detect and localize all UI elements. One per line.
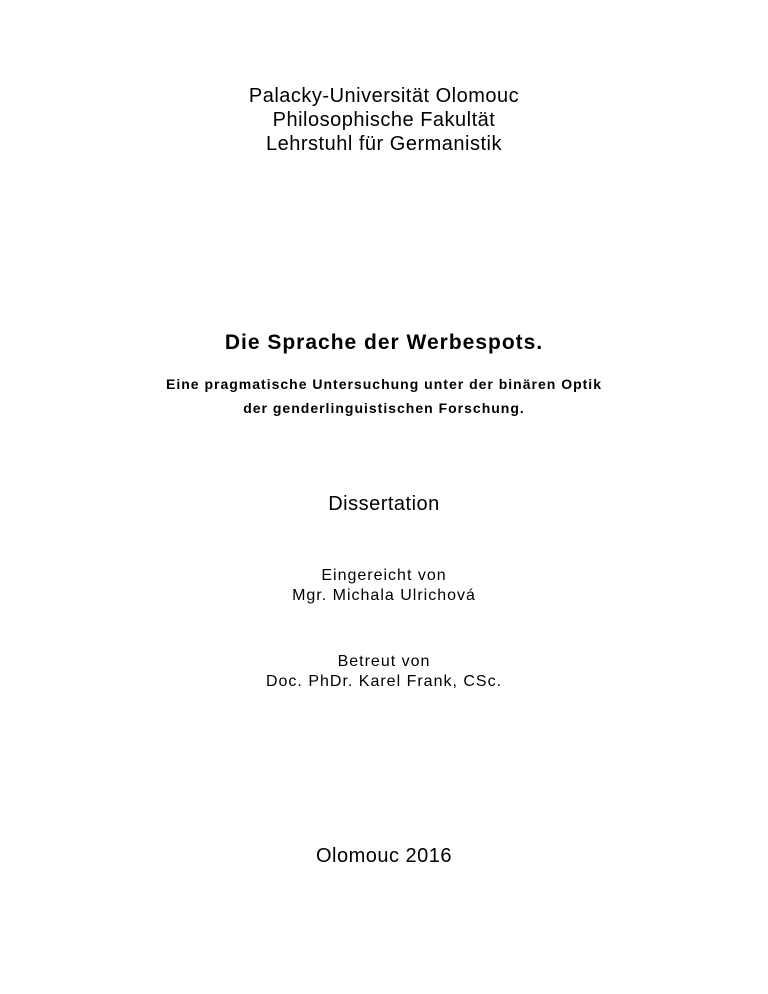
faculty-name: Philosophische Fakultät: [272, 109, 496, 131]
supervised-label: Betreut von: [337, 653, 431, 670]
thesis-subtitle: [0, 372, 768, 420]
place-and-year: Olomouc 2016: [315, 845, 453, 867]
department-name: Lehrstuhl für Germanistik: [266, 133, 502, 155]
submitted-label: Eingereicht von: [321, 567, 447, 584]
subtitle-line-1: Eine pragmatische Untersuchung unter der binären Optik: [166, 376, 602, 392]
institution-header: [0, 84, 768, 156]
thesis-title: Die Sprache der Werbespots.: [224, 331, 544, 354]
supervised-by: [0, 652, 768, 692]
submitted-by: [0, 566, 768, 606]
subtitle-line-2: der genderlinguistischen Forschung.: [243, 400, 525, 416]
university-name: Palacky-Universität Olomouc: [248, 85, 520, 107]
document-type: Dissertation: [328, 493, 440, 515]
supervisor-name: Doc. PhDr. Karel Frank, CSc.: [265, 673, 503, 690]
author-name: Mgr. Michala Ulrichová: [292, 587, 476, 604]
